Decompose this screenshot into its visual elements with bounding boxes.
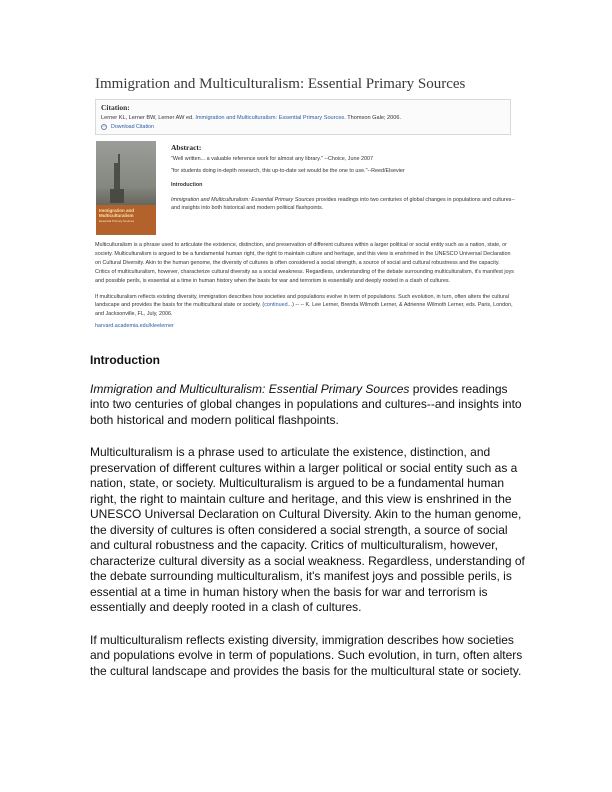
- abstract-intro-rest: provides readings into two centuries of global changes in populations and cultures--and insights into both historical and modern political flashpoints.: [171, 196, 515, 212]
- download-citation-label: Download Citation: [111, 124, 154, 130]
- citation-heading: Citation:: [101, 103, 130, 112]
- page-title: Immigration and Multiculturalism: Essential Primary Sources: [95, 76, 466, 92]
- immigration-paragraph: If multiculturalism reflects existing diversity, immigration describes how societies and populations evolve in term of populations. Such evolution, in turn, often alters the cultural landscape and provides the basis for the multicultural state or society.: [90, 632, 523, 678]
- citation-box: [95, 99, 511, 135]
- abstract-intro-text: [171, 196, 516, 213]
- screenshot-body: [95, 241, 516, 326]
- statue-pedestal: [110, 189, 124, 203]
- cover-title-band: [96, 205, 156, 235]
- book-cover-image: [96, 141, 156, 235]
- academia-link[interactable]: harvard.academia.edu/kleelerner: [95, 323, 174, 329]
- abstract-quote: "for students doing in-depth research, this up-to-date set would be the one to use."--Reed/Elsevier: [171, 168, 405, 174]
- book-title-italic: Immigration and Multiculturalism: Essential Primary Sources: [90, 381, 410, 396]
- screenshot-paragraph: Multiculturalism is a phrase used to articulate the existence, distinction, and preservation of different cultures within a larger political or social entity such as a nation, state, or society. Multiculturalism is argued to be a fundamental human right, the right to maintain culture and heritage, and this view is enshrined in the UNESCO Universal Declaration on Cultural Diversity. Akin to the human genome, the diversity of cultures is often considered a social strength, a source of social and cultural robustness and the capacity. Critics of multiculturalism, however, characterize cultural diversity as a social weakness. Regardless, understanding of the debate surrounding multiculturalism, it's manifest joys and possible perils, is essential at a time in human history when the basis for war and terrorism is essentially and deeply rooted in a clash of cultures.: [95, 242, 514, 284]
- statue-figure: [114, 163, 120, 189]
- citation-book-link[interactable]: Immigration and Multiculturalism: Essential Primary Sources: [195, 115, 345, 121]
- para2-start: If multiculturalism reflects existing diversity, immigration describes how societies and populations evolve in term of populations. Such evolution, in turn, often alters the cultural landscape and provides the basis for the multicultural state or society. (: [95, 293, 509, 309]
- abstract-quote: "Well written... a valuable reference work for almost any library." --Choice, June 2007: [171, 155, 373, 162]
- abstract-section: [171, 142, 516, 217]
- screenshot-paragraph: [95, 293, 516, 320]
- para2-end: ) -- -- K. Lee Lerner, Brenda Wilmoth Lerner, & Adrienne Wilmoth Lerner, eds. Paris, London, and Jacksonville, FL, July, 2006.: [95, 302, 513, 318]
- abstract-intro-heading: Introduction: [171, 182, 203, 189]
- cover-title: Immigration and Multiculturalism: [99, 208, 135, 218]
- download-citation-button[interactable]: [101, 124, 505, 130]
- citation-authors: Lerner KL, Lerner BW, Lerner AW ed.: [101, 115, 194, 121]
- cover-subtitle: Essential Primary Sources: [99, 219, 135, 223]
- citation-text: [101, 115, 505, 121]
- multiculturalism-paragraph: Multiculturalism is a phrase used to articulate the existence, distinction, and preservation of different cultures within a larger political or social entity such as a nation, state, or society. Multiculturalism is argued to be a fundamental human right, the right to maintain culture and heritage, and this view is enshrined in the UNESCO Universal Declaration on Cultural Diversity. Akin to the human genome, the diversity of cultures is often considered a social strength, a source of social and cultural robustness and the capacity. Critics of multiculturalism, however, characterize cultural diversity as a social weakness. Regardless, understanding of the debate surrounding multiculturalism, it's manifest joys and possible perils, is essential at a time in human history when the basis for war and terrorism is essentially and deeply rooted in a clash of cultures.: [90, 445, 525, 614]
- introduction-heading: Introduction: [90, 353, 160, 367]
- minus-circle-icon: −: [102, 124, 106, 130]
- intro-paragraph-rest: provides readings into two centuries of global changes in populations and cultures--and insights into both historical and modern political flashpoints.: [90, 381, 522, 427]
- continued-link[interactable]: continued...: [264, 302, 293, 309]
- abstract-book-title: Immigration and Multiculturalism: Essential Primary Sources: [171, 196, 315, 203]
- citation-publisher: . Thomson Gale; 2006.: [344, 115, 402, 121]
- main-text: [90, 353, 530, 696]
- abstract-heading: Abstract:: [171, 143, 202, 152]
- intro-paragraph: [90, 382, 530, 429]
